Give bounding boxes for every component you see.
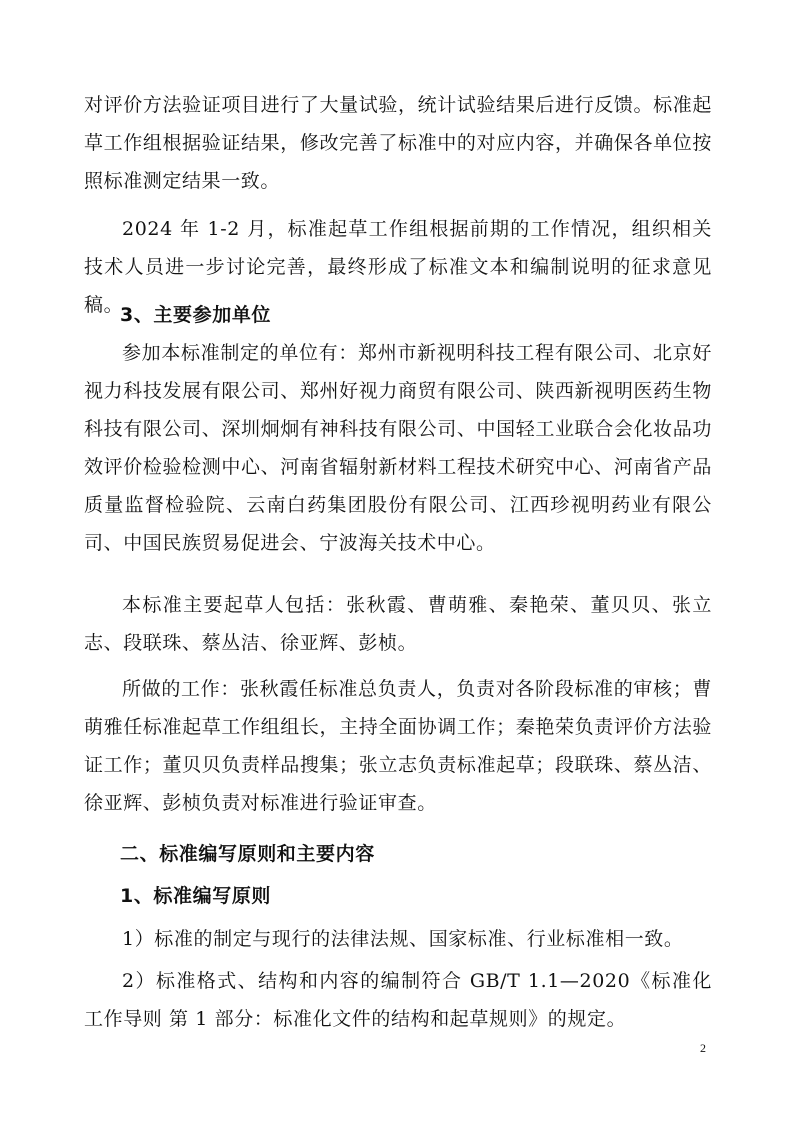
heading-participating-units: 3、主要参加单位 (120, 304, 272, 326)
heading-section-two: 二、标准编写原则和主要内容 (120, 843, 375, 865)
paragraph-validation-results: 对评价方法验证项目进行了大量试验，统计试验结果后进行反馈。标准起草工作组根据验证结果，修改完善了标准中的对应内容，并确保各单位按照标准测定结果一致。 (84, 94, 712, 192)
paragraph-main-drafters: 本标准主要起草人包括：张秋霞、曹萌雅、秦艳荣、董贝贝、张立志、段联珠、蔡丛洁、徐亚辉、彭桢。 (84, 594, 712, 654)
paragraph-principle-one: 1）标准的制定与现行的法律法规、国家标准、行业标准相一致。 (122, 928, 684, 950)
page-number: 2 (700, 1041, 706, 1055)
paragraph-participating-units: 参加本标准制定的单位有：郑州市新视明科技工程有限公司、北京好视力科技发展有限公司、郑州好视力商贸有限公司、陕西新视明医药生物科技有限公司、深圳炯炯有神科技有限公司、中国轻工业联合会化妆品功效评价检验检测中心、河南省辐射新材料工程技术研究中心、河南省产品质量监督检验院、云南白药集团股份有限公司、江西珍视明药业有限公司、中国民族贸易促进会、宁波海关技术中心。 (84, 342, 712, 554)
heading-writing-principles: 1、标准编写原则 (120, 885, 272, 907)
paragraph-work-division: 所做的工作：张秋霞任标准总负责人，负责对各阶段标准的审核；曹萌雅任标准起草工作组组长，主持全面协调工作；秦艳荣负责评价方法验证工作；董贝贝负责样品搜集；张立志负责标准起草；段联珠、蔡丛洁、徐亚辉、彭桢负责对标准进行验证审查。 (84, 678, 712, 814)
paragraph-draft-formation: 2024 年 1-2 月，标准起草工作组根据前期的工作情况，组织相关技术人员进一步讨论完善，最终形成了标准文本和编制说明的征求意见稿。 (84, 218, 712, 316)
paragraph-principle-two: 2）标准格式、结构和内容的编制符合 GB/T 1.1—2020《标准化工作导则 第 1 部分：标准化文件的结构和起草规则》的规定。 (84, 970, 712, 1030)
